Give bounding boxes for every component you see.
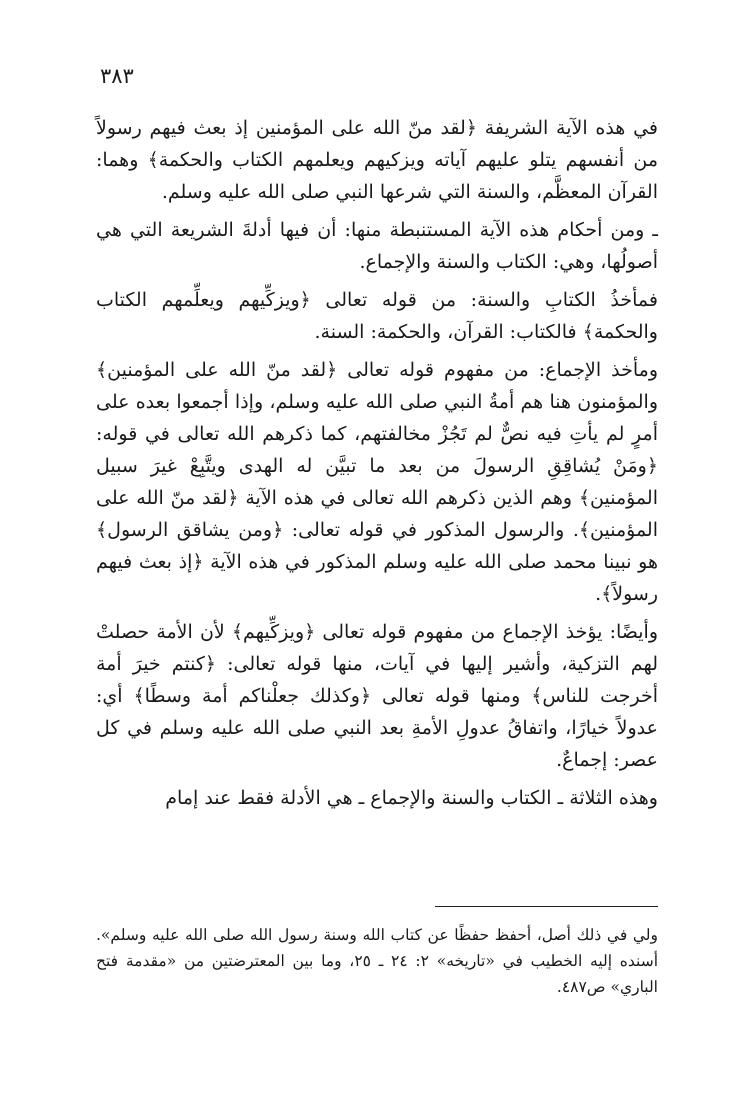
paragraph-2: ـ ومن أحكام هذه الآية المستنبطة منها: أن فيها أدلةَ الشريعة التي هي أصولُها، وهي: الكتاب والسنة والإجماع. <box>96 219 658 273</box>
paragraph-6: وهذه الثلاثة ـ الكتاب والسنة والإجماع ـ هي الأدلة فقط عند إمام <box>165 787 658 809</box>
paragraph-1: في هذه الآية الشريفة ﴿لقد منّ الله على المؤمنين إذ بعث فيهم رسولاً من أنفسهم يتلو عليهم آياته ويزكيهم ويعلمهم الكتاب والحكمة﴾ وهما: القرآن المعظَّم، والسنة التي شرعها النبي صلى الله عليه وسلم. <box>96 117 658 203</box>
paragraph-3: فمأخذُ الكتابِ والسنة: من قوله تعالى ﴿ويزكِّيهم ويعلِّمهم الكتاب والحكمة﴾ فالكتاب: القرآن، والحكمة: السنة. <box>96 289 658 343</box>
main-text <box>96 112 658 820</box>
page-number: ٣٨٣ <box>100 64 134 88</box>
paragraph-5: وأيضًا: يؤخذ الإجماع من مفهوم قوله تعالى ﴿ويزكِّيهم﴾ لأن الأمة حصلتْ لهم التزكية، وأشير إليها في آيات، منها قوله تعالى: ﴿كنتم خيرَ أمة أخرجت للناس﴾ ومنها قوله تعالى ﴿وكذلك جعلْناكم أمة وسطًا﴾ أي: عدولاً خيارًا، واتفاقُ عدولِ الأمةِ بعد النبي صلى الله عليه وسلم في كل عصر: إجماعٌ. <box>96 621 658 771</box>
footnote-divider <box>435 906 658 907</box>
paragraph-4: ومأخذ الإجماع: من مفهوم قوله تعالى ﴿لقد منّ الله على المؤمنين﴾ والمؤمنون هنا هم أمةُ النبي صلى الله عليه وسلم، وإذا أجمعوا بعده على أمرٍ لم يأتِ فيه نصٌّ لم تَجُزْ مخالفتهم، كما ذكرهم الله تعالى في قوله: ﴿ومَنْ يُشاقِقِ الرسولَ من بعد ما تبيَّن له الهدى ويتَّبِعْ غيرَ سبيل المؤمنين﴾ وهم الذين ذكرهم الله تعالى في هذه الآية ﴿لقد منّ الله على المؤمنين﴾. والرسول المذكور في قوله تعالى: ﴿ومن يشاقق الرسول﴾ هو نبينا محمد صلى الله عليه وسلم المذكور في هذه الآية ﴿إذ بعث فيهم رسولاً﴾. <box>96 359 658 605</box>
footnote-text: ولي في ذلك أصل، أحفظ حفظًا عن كتاب الله وسنة رسول الله صلى الله عليه وسلم». أسنده إليه الخطيب في «تاريخه» ٢: ٢٤ ـ ٢٥، وما بين المعترضتين من «مقدمة فتح الباري» ص٤٨٧. <box>96 926 658 996</box>
